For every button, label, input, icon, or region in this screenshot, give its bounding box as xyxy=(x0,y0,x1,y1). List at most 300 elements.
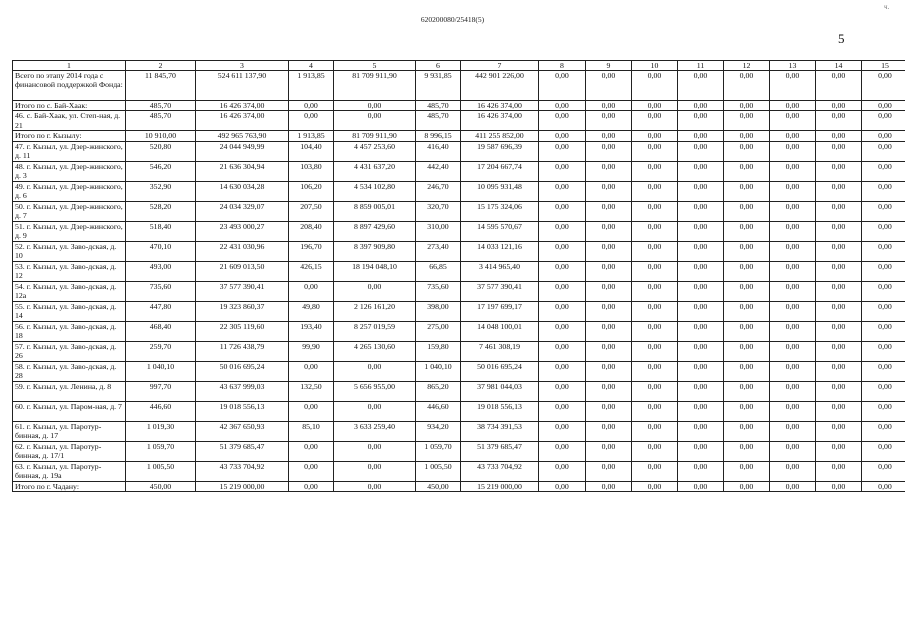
table-cell: 0,00 xyxy=(632,341,678,361)
table-cell: 0,00 xyxy=(770,481,816,491)
table-cell: 4 534 102,80 xyxy=(334,181,416,201)
table-cell: 0,00 xyxy=(862,101,905,111)
table-cell: 0,00 xyxy=(678,461,724,481)
table-cell: 0,00 xyxy=(632,421,678,441)
row-address: 57. г. Кызыл, ул. Заво-дская, д. 26 xyxy=(13,341,126,361)
table-cell: 0,00 xyxy=(289,361,334,381)
table-cell: 934,20 xyxy=(416,421,461,441)
table-cell: 0,00 xyxy=(632,321,678,341)
table-cell: 0,00 xyxy=(724,131,770,141)
table-cell: 19 018 556,13 xyxy=(196,401,289,421)
table-cell: 320,70 xyxy=(416,201,461,221)
table-cell: 0,00 xyxy=(816,401,862,421)
table-cell: 485,70 xyxy=(416,101,461,111)
table-cell: 19 323 860,37 xyxy=(196,301,289,321)
table-cell: 0,00 xyxy=(816,481,862,491)
table-cell: 468,40 xyxy=(126,321,196,341)
table-cell: 0,00 xyxy=(632,241,678,261)
table-cell: 0,00 xyxy=(816,421,862,441)
table-cell: 10 095 931,48 xyxy=(461,181,539,201)
table-cell: 103,80 xyxy=(289,161,334,181)
table-cell: 0,00 xyxy=(586,261,632,281)
table-cell: 0,00 xyxy=(289,481,334,491)
table-cell: 0,00 xyxy=(678,181,724,201)
table-cell: 0,00 xyxy=(586,321,632,341)
table-cell: 8 996,15 xyxy=(416,131,461,141)
table-cell: 0,00 xyxy=(678,401,724,421)
table-row xyxy=(13,261,905,281)
table-cell: 66,85 xyxy=(416,261,461,281)
table-row xyxy=(13,461,905,481)
table-cell: 0,00 xyxy=(862,221,905,241)
row-address: Итого по с. Бай-Хаак: xyxy=(13,101,126,111)
column-number: 13 xyxy=(770,61,816,71)
table-cell: 0,00 xyxy=(816,301,862,321)
table-cell: 0,00 xyxy=(724,241,770,261)
table-cell: 8 859 005,01 xyxy=(334,201,416,221)
table-cell: 0,00 xyxy=(678,141,724,161)
table-cell: 0,00 xyxy=(862,281,905,301)
table-cell: 0,00 xyxy=(862,111,905,131)
table-cell: 16 426 374,00 xyxy=(196,111,289,131)
table-cell: 43 637 999,03 xyxy=(196,381,289,401)
table-cell: 0,00 xyxy=(678,381,724,401)
table-cell: 0,00 xyxy=(724,321,770,341)
table-cell: 0,00 xyxy=(586,341,632,361)
table-cell: 1 005,50 xyxy=(416,461,461,481)
table-cell: 0,00 xyxy=(586,161,632,181)
table-cell: 0,00 xyxy=(862,481,905,491)
table-cell: 19 587 696,39 xyxy=(461,141,539,161)
table-cell: 0,00 xyxy=(586,111,632,131)
column-number: 1 xyxy=(13,61,126,71)
table-cell: 0,00 xyxy=(289,101,334,111)
table-cell: 485,70 xyxy=(416,111,461,131)
table-cell: 0,00 xyxy=(539,461,586,481)
table-cell: 0,00 xyxy=(724,401,770,421)
table-cell: 0,00 xyxy=(724,481,770,491)
table-cell: 0,00 xyxy=(816,281,862,301)
table-row xyxy=(13,201,905,221)
table-cell: 446,60 xyxy=(416,401,461,421)
table-cell: 0,00 xyxy=(586,181,632,201)
table-cell: 38 734 391,53 xyxy=(461,421,539,441)
table-cell: 10 910,00 xyxy=(126,131,196,141)
table-cell: 0,00 xyxy=(632,161,678,181)
table-cell: 546,20 xyxy=(126,161,196,181)
table-cell: 0,00 xyxy=(862,131,905,141)
table-cell: 0,00 xyxy=(586,201,632,221)
table-cell: 0,00 xyxy=(862,461,905,481)
table-cell: 18 194 048,10 xyxy=(334,261,416,281)
table-cell: 0,00 xyxy=(539,221,586,241)
row-address: 50. г. Кызыл, ул. Дзер-жинского, д. 7 xyxy=(13,201,126,221)
row-address: 62. г. Кызыл, ул. Паротур-бинная, д. 17/1 xyxy=(13,441,126,461)
table-row xyxy=(13,421,905,441)
table-cell: 0,00 xyxy=(678,201,724,221)
table-cell: 0,00 xyxy=(678,361,724,381)
table-cell: 0,00 xyxy=(816,111,862,131)
table-cell: 492 965 763,90 xyxy=(196,131,289,141)
table-cell: 0,00 xyxy=(632,141,678,161)
table-cell: 0,00 xyxy=(632,181,678,201)
table-cell: 0,00 xyxy=(862,181,905,201)
table-cell: 0,00 xyxy=(334,441,416,461)
row-address: 55. г. Кызыл, ул. Заво-дская, д. 14 xyxy=(13,301,126,321)
table-cell: 0,00 xyxy=(816,361,862,381)
table-cell: 0,00 xyxy=(678,101,724,111)
table-cell: 865,20 xyxy=(416,381,461,401)
table-row xyxy=(13,241,905,261)
table-cell: 442,40 xyxy=(416,161,461,181)
table-cell: 0,00 xyxy=(862,201,905,221)
table-cell: 0,00 xyxy=(678,161,724,181)
table-cell: 0,00 xyxy=(770,361,816,381)
document-id: 620200080/25418(5) xyxy=(420,15,485,24)
column-number: 8 xyxy=(539,61,586,71)
table-cell: 99,90 xyxy=(289,341,334,361)
row-address: 52. г. Кызыл, ул. Заво-дская, д. 10 xyxy=(13,241,126,261)
column-number: 11 xyxy=(678,61,724,71)
row-address: Всего по этапу 2014 года с финансовой поддержкой Фонда: xyxy=(13,71,126,101)
table-cell: 0,00 xyxy=(678,481,724,491)
table-cell: 16 426 374,00 xyxy=(196,101,289,111)
table-cell: 21 636 304,94 xyxy=(196,161,289,181)
registry-table xyxy=(12,60,905,492)
table-cell: 0,00 xyxy=(334,281,416,301)
table-row xyxy=(13,301,905,321)
row-address: Итого по г. Чадану: xyxy=(13,481,126,491)
table-cell: 275,00 xyxy=(416,321,461,341)
table-cell: 735,60 xyxy=(416,281,461,301)
table-cell: 0,00 xyxy=(770,281,816,301)
table-cell: 15 219 000,00 xyxy=(461,481,539,491)
table-cell: 0,00 xyxy=(539,321,586,341)
table-cell: 0,00 xyxy=(770,421,816,441)
table-cell: 520,80 xyxy=(126,141,196,161)
column-number: 9 xyxy=(586,61,632,71)
table-cell: 0,00 xyxy=(770,461,816,481)
table-cell: 4 265 130,60 xyxy=(334,341,416,361)
table-cell: 0,00 xyxy=(678,281,724,301)
table-cell: 207,50 xyxy=(289,201,334,221)
table-row xyxy=(13,101,905,111)
table-cell: 0,00 xyxy=(539,71,586,101)
table-cell: 0,00 xyxy=(632,101,678,111)
table-cell: 411 255 852,00 xyxy=(461,131,539,141)
table-cell: 0,00 xyxy=(816,221,862,241)
row-address: 53. г. Кызыл, ул. Заво-дская, д. 12 xyxy=(13,261,126,281)
column-number: 14 xyxy=(816,61,862,71)
table-cell: 0,00 xyxy=(678,321,724,341)
table-cell: 0,00 xyxy=(770,301,816,321)
table-cell: 398,00 xyxy=(416,301,461,321)
row-address: 63. г. Кызыл, ул. Паротур-бинная, д. 19а xyxy=(13,461,126,481)
row-address: 47. г. Кызыл, ул. Дзер-жинского, д. 11 xyxy=(13,141,126,161)
table-cell: 0,00 xyxy=(334,111,416,131)
table-cell: 0,00 xyxy=(289,401,334,421)
table-cell: 0,00 xyxy=(862,321,905,341)
table-cell: 0,00 xyxy=(632,381,678,401)
table-cell: 3 414 965,40 xyxy=(461,261,539,281)
table-cell: 17 204 667,74 xyxy=(461,161,539,181)
table-cell: 0,00 xyxy=(632,361,678,381)
table-cell: 0,00 xyxy=(539,281,586,301)
table-cell: 196,70 xyxy=(289,241,334,261)
table-cell: 5 656 955,00 xyxy=(334,381,416,401)
table-cell: 193,40 xyxy=(289,321,334,341)
table-cell: 352,90 xyxy=(126,181,196,201)
table-cell: 14 630 034,28 xyxy=(196,181,289,201)
table-cell: 0,00 xyxy=(539,241,586,261)
table-cell: 0,00 xyxy=(632,481,678,491)
column-number-row xyxy=(13,61,905,71)
table-cell: 0,00 xyxy=(770,111,816,131)
table-cell: 0,00 xyxy=(770,241,816,261)
table-cell: 1 019,30 xyxy=(126,421,196,441)
table-cell: 0,00 xyxy=(632,221,678,241)
table-cell: 104,40 xyxy=(289,141,334,161)
table-cell: 0,00 xyxy=(586,361,632,381)
table-cell: 259,70 xyxy=(126,341,196,361)
table-cell: 37 577 390,41 xyxy=(461,281,539,301)
table-cell: 0,00 xyxy=(539,401,586,421)
table-cell: 416,40 xyxy=(416,141,461,161)
table-cell: 21 609 013,50 xyxy=(196,261,289,281)
table-cell: 493,00 xyxy=(126,261,196,281)
table-cell: 0,00 xyxy=(816,261,862,281)
table-cell: 1 040,10 xyxy=(416,361,461,381)
table-row xyxy=(13,141,905,161)
table-cell: 49,80 xyxy=(289,301,334,321)
table-cell: 51 379 685,47 xyxy=(196,441,289,461)
table-cell: 0,00 xyxy=(632,131,678,141)
table-cell: 9 931,85 xyxy=(416,71,461,101)
table-row xyxy=(13,161,905,181)
column-number: 5 xyxy=(334,61,416,71)
table-body xyxy=(13,71,905,492)
table-cell: 0,00 xyxy=(816,71,862,101)
table-cell: 1 913,85 xyxy=(289,71,334,101)
table-cell: 1 040,10 xyxy=(126,361,196,381)
table-cell: 0,00 xyxy=(539,161,586,181)
table-cell: 0,00 xyxy=(770,261,816,281)
table-cell: 0,00 xyxy=(539,261,586,281)
table-cell: 19 018 556,13 xyxy=(461,401,539,421)
table-cell: 1 913,85 xyxy=(289,131,334,141)
table-cell: 0,00 xyxy=(678,71,724,101)
table-cell: 426,15 xyxy=(289,261,334,281)
table-cell: 23 493 000,27 xyxy=(196,221,289,241)
column-number: 12 xyxy=(724,61,770,71)
table-cell: 3 633 259,40 xyxy=(334,421,416,441)
table-cell: 16 426 374,00 xyxy=(461,111,539,131)
table-cell: 208,40 xyxy=(289,221,334,241)
table-cell: 0,00 xyxy=(586,221,632,241)
table-cell: 50 016 695,24 xyxy=(196,361,289,381)
table-cell: 0,00 xyxy=(816,141,862,161)
table-cell: 0,00 xyxy=(862,381,905,401)
table-cell: 0,00 xyxy=(862,441,905,461)
table-cell: 0,00 xyxy=(724,111,770,131)
row-address: 58. г. Кызыл, ул. Заво-дская, д. 28 xyxy=(13,361,126,381)
table-cell: 442 901 226,00 xyxy=(461,71,539,101)
table-cell: 446,60 xyxy=(126,401,196,421)
table-cell: 15 175 324,06 xyxy=(461,201,539,221)
table-cell: 0,00 xyxy=(724,141,770,161)
table-cell: 518,40 xyxy=(126,221,196,241)
table-cell: 450,00 xyxy=(126,481,196,491)
table-row xyxy=(13,111,905,131)
table-cell: 0,00 xyxy=(632,441,678,461)
table-cell: 0,00 xyxy=(862,241,905,261)
table-cell: 0,00 xyxy=(678,261,724,281)
table-row xyxy=(13,481,905,491)
table-cell: 0,00 xyxy=(678,421,724,441)
table-cell: 0,00 xyxy=(770,201,816,221)
table-cell: 0,00 xyxy=(724,381,770,401)
table-cell: 450,00 xyxy=(416,481,461,491)
table-cell: 2 126 161,20 xyxy=(334,301,416,321)
table-cell: 0,00 xyxy=(862,301,905,321)
column-number: 3 xyxy=(196,61,289,71)
table-cell: 0,00 xyxy=(724,221,770,241)
table-cell: 0,00 xyxy=(816,181,862,201)
table-cell: 524 611 137,90 xyxy=(196,71,289,101)
table-cell: 132,50 xyxy=(289,381,334,401)
table-cell: 0,00 xyxy=(724,261,770,281)
table-cell: 14 033 121,16 xyxy=(461,241,539,261)
table-cell: 0,00 xyxy=(816,161,862,181)
table-cell: 0,00 xyxy=(862,361,905,381)
table-cell: 0,00 xyxy=(539,101,586,111)
table-cell: 0,00 xyxy=(816,461,862,481)
table-cell: 1 005,50 xyxy=(126,461,196,481)
table-row xyxy=(13,381,905,401)
table-cell: 0,00 xyxy=(678,221,724,241)
column-number: 6 xyxy=(416,61,461,71)
table-cell: 0,00 xyxy=(632,111,678,131)
table-cell: 0,00 xyxy=(770,101,816,111)
table-cell: 0,00 xyxy=(816,101,862,111)
table-cell: 37 981 044,03 xyxy=(461,381,539,401)
table-cell: 0,00 xyxy=(862,141,905,161)
table-row xyxy=(13,321,905,341)
column-number: 10 xyxy=(632,61,678,71)
table-cell: 997,70 xyxy=(126,381,196,401)
page-number: 5 xyxy=(838,31,845,46)
table-cell: 0,00 xyxy=(334,481,416,491)
table-cell: 0,00 xyxy=(816,131,862,141)
table-cell: 0,00 xyxy=(816,441,862,461)
table-cell: 15 219 000,00 xyxy=(196,481,289,491)
table-cell: 0,00 xyxy=(724,421,770,441)
table-cell: 0,00 xyxy=(586,131,632,141)
table-cell: 24 044 949,99 xyxy=(196,141,289,161)
table-cell: 8 257 019,59 xyxy=(334,321,416,341)
table-cell: 0,00 xyxy=(678,441,724,461)
table-cell: 0,00 xyxy=(816,381,862,401)
table-row xyxy=(13,441,905,461)
table-cell: 0,00 xyxy=(724,71,770,101)
table-cell: 0,00 xyxy=(678,301,724,321)
column-number: 7 xyxy=(461,61,539,71)
table-cell: 0,00 xyxy=(539,131,586,141)
table-cell: 0,00 xyxy=(539,381,586,401)
table-cell: 0,00 xyxy=(632,281,678,301)
table-cell: 0,00 xyxy=(770,71,816,101)
table-cell: 51 379 685,47 xyxy=(461,441,539,461)
table-cell: 1 059,70 xyxy=(126,441,196,461)
table-cell: 0,00 xyxy=(334,461,416,481)
row-address: 48. г. Кызыл, ул. Дзер-жинского, д. 3 xyxy=(13,161,126,181)
table-cell: 81 709 911,90 xyxy=(334,131,416,141)
table-cell: 0,00 xyxy=(539,111,586,131)
table-cell: 1 059,70 xyxy=(416,441,461,461)
table-cell: 7 461 308,19 xyxy=(461,341,539,361)
table-cell: 0,00 xyxy=(289,461,334,481)
table-cell: 4 457 253,60 xyxy=(334,141,416,161)
table-cell: 0,00 xyxy=(770,141,816,161)
table-cell: 485,70 xyxy=(126,101,196,111)
table-cell: 0,00 xyxy=(632,401,678,421)
table-cell: 246,70 xyxy=(416,181,461,201)
table-cell: 0,00 xyxy=(289,281,334,301)
table-cell: 0,00 xyxy=(632,71,678,101)
table-cell: 0,00 xyxy=(334,361,416,381)
table-cell: 0,00 xyxy=(862,401,905,421)
table-cell: 0,00 xyxy=(586,401,632,421)
column-number: 15 xyxy=(862,61,905,71)
row-address: 56. г. Кызыл, ул. Заво-дская, д. 18 xyxy=(13,321,126,341)
table-cell: 81 709 911,90 xyxy=(334,71,416,101)
table-cell: 0,00 xyxy=(770,181,816,201)
table-cell: 14 048 100,01 xyxy=(461,321,539,341)
table-cell: 0,00 xyxy=(724,161,770,181)
row-address: 49. г. Кызыл, ул. Дзер-жинского, д. 6 xyxy=(13,181,126,201)
row-address: 54. г. Кызыл, ул. Заво-дская, д. 12а xyxy=(13,281,126,301)
table-cell: 0,00 xyxy=(586,441,632,461)
table-cell: 42 367 650,93 xyxy=(196,421,289,441)
table-cell: 0,00 xyxy=(586,461,632,481)
table-cell: 0,00 xyxy=(724,441,770,461)
row-address: 46. с. Бай-Хаак, ул. Степ-ная, д. 21 xyxy=(13,111,126,131)
table-cell: 447,80 xyxy=(126,301,196,321)
table-cell: 0,00 xyxy=(770,321,816,341)
table-cell: 0,00 xyxy=(678,341,724,361)
table-cell: 14 595 570,67 xyxy=(461,221,539,241)
table-cell: 37 577 390,41 xyxy=(196,281,289,301)
table-cell: 11 845,70 xyxy=(126,71,196,101)
table-cell: 16 426 374,00 xyxy=(461,101,539,111)
table-cell: 0,00 xyxy=(678,131,724,141)
table-cell: 0,00 xyxy=(334,401,416,421)
table-cell: 0,00 xyxy=(539,361,586,381)
table-cell: 0,00 xyxy=(539,201,586,221)
table-cell: 0,00 xyxy=(289,111,334,131)
table-cell: 0,00 xyxy=(862,261,905,281)
table-cell: 0,00 xyxy=(862,421,905,441)
table-cell: 24 034 329,07 xyxy=(196,201,289,221)
table-cell: 0,00 xyxy=(724,461,770,481)
table-cell: 43 733 704,92 xyxy=(461,461,539,481)
table-cell: 0,00 xyxy=(586,421,632,441)
table-cell: 106,20 xyxy=(289,181,334,201)
table-cell: 0,00 xyxy=(632,261,678,281)
table-cell: 0,00 xyxy=(539,441,586,461)
table-cell: 0,00 xyxy=(586,381,632,401)
table-cell: 4 431 637,20 xyxy=(334,161,416,181)
